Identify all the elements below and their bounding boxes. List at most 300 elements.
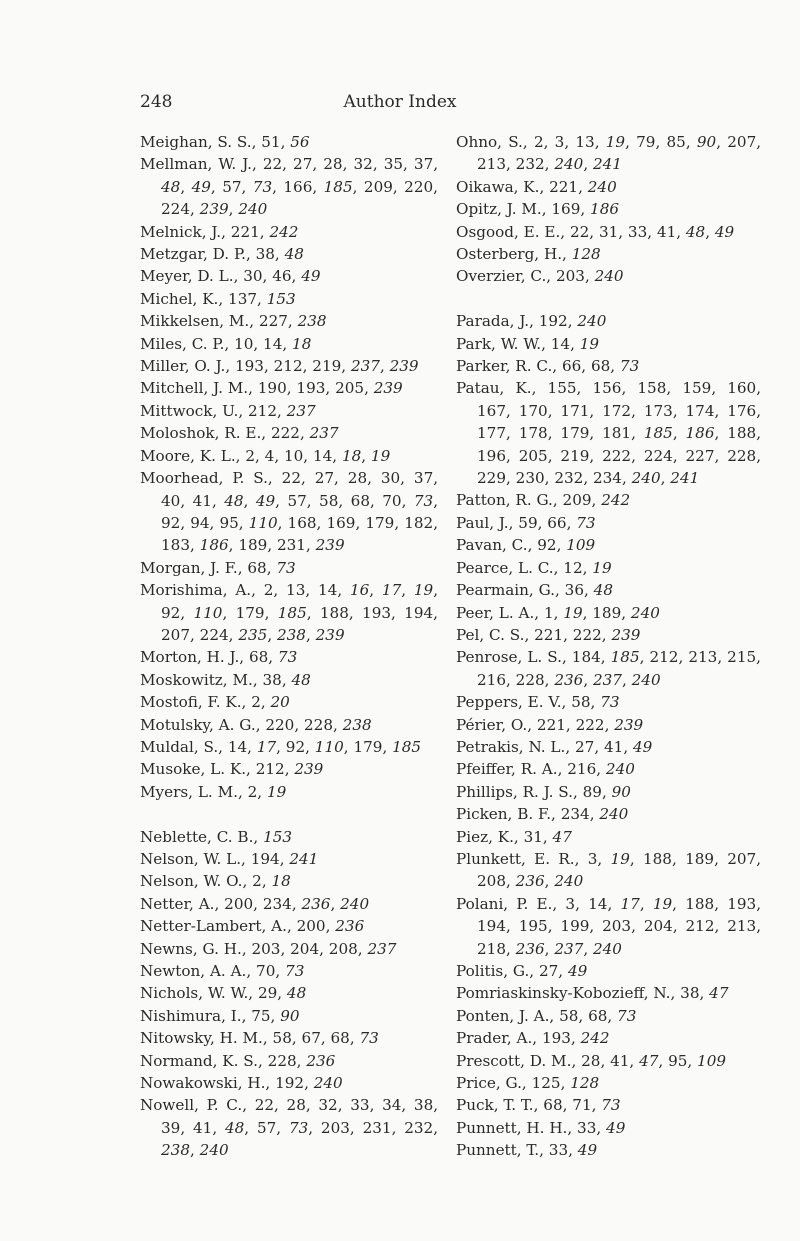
index-entry: Paul, J., 59, 66, 73 [456,513,596,532]
entry-page-ref: 41 [656,222,677,241]
entry-page-ref: 174 [685,401,715,420]
entry-page-ref: 170 [518,401,548,420]
index-entry: Pearmain, G., 36, 48 [456,581,613,600]
entry-page-ref: 188 [642,849,672,868]
index-entry: Park, W. W., 14, 19 [456,334,600,353]
entry-page-ref: 2 [533,133,544,151]
entry-page-ref: 153 [263,827,293,846]
index-entry: Phillips, R. J. S., 89, 90 [456,782,631,801]
index-entry: Nelson, W. O., 2, 18 [140,872,291,891]
entry-page-ref: 68 [248,648,269,667]
entry-page-ref: 48 [685,222,706,241]
index-entry: Opitz, J. M., 169, 186 [456,200,620,219]
entry-page-ref: 234 [592,469,622,488]
entry-page-ref: 19 [652,894,673,913]
entry-author-name: Pel, C. S. [456,625,525,644]
entry-author-name: Pearmain, G. [456,581,556,600]
entry-author-name: Puck, T. T. [456,1096,534,1115]
entry-page-ref: 237 [286,401,316,420]
entry-author-name: Muldal, S. [140,737,219,756]
entry-page-ref: 207 [161,625,190,644]
entry-page-ref: 216 [477,670,506,689]
entry-page-ref: 242 [580,1029,610,1048]
index-entry: Puck, T. T., 68, 71, 73 [456,1096,621,1115]
entry-author-name: Mitchell, J. M. [140,379,249,398]
entry-author-name: Nichols, W. W. [140,984,249,1003]
entry-page-ref: 216 [567,760,597,779]
index-entry: Nitowsky, H. M., 58, 67, 68, 73 [140,1029,379,1048]
entry-page-ref: 33 [350,1096,370,1115]
entry-page-ref: 240 [631,670,661,689]
entry-page-ref: 48 [224,491,244,510]
entry-page-ref: 27 [575,737,595,756]
entry-page-ref: 94 [190,513,210,532]
entry-page-ref: 22 [281,469,301,488]
entry-page-ref: 237 [592,670,622,689]
entry-author-name: Michel, K. [140,289,219,308]
entry-author-name: Netter-Lambert, A. [140,917,287,936]
entry-page-ref: 213 [727,917,757,936]
index-entry: Prescott, D. M., 28, 41, 47, 95, 109 [456,1051,727,1070]
entry-page-ref: 57 [287,491,307,510]
entry-author-name: Nowell, P. C. [140,1096,243,1115]
index-entry: Moorhead, P. S., 22, 27, 28, 30, 37, 40, 41, 48, 49, 57, 58, 68, 70, 73, 92, 94, 95, 110, 168, 169, 179, 182, 183, 186, 189, 231, 239 [140,469,439,555]
entry-author-name: Park, W. W. [456,334,542,353]
index-entry: Netter, A., 200, 234, 236, 240 [140,894,370,913]
entry-page-ref: 242 [269,222,299,241]
entry-page-ref: 239 [611,625,641,644]
entry-author-name: Oikawa, K. [456,177,540,196]
entry-author-name: Parada, J. [456,312,530,331]
entry-page-ref: 73 [359,1029,379,1048]
index-entry: Osgood, E. E., 22, 31, 33, 41, 48, 49 [456,222,735,241]
index-entry: Morton, H. J., 68, 73 [140,648,298,667]
entry-page-ref: 203 [555,267,585,286]
entry-page-ref: 227 [258,312,288,331]
entry-page-ref: 240 [592,939,622,958]
entry-author-name: Punnett, T. [456,1141,540,1160]
entry-page-ref: 183 [161,536,190,555]
index-entry: Newton, A. A., 70, 73 [140,962,305,981]
entry-author-name: Overzier, C. [456,267,547,286]
index-entry: Moskowitz, M., 38, 48 [140,670,311,689]
index-entry: Metzgar, D. P., 38, 48 [140,245,304,264]
entry-author-name: Moloshok, R. E. [140,424,262,443]
entry-page-ref: 49 [567,962,588,981]
entry-author-name: Nitowsky, H. M. [140,1029,263,1048]
entry-page-ref: 181 [602,424,632,443]
entry-page-ref: 12 [563,558,583,577]
entry-page-ref: 40 [161,491,181,510]
entry-page-ref: 240 [594,267,624,286]
entry-page-ref: 212 [685,917,715,936]
entry-page-ref: 38 [413,1096,434,1115]
entry-page-ref: 200 [224,894,254,913]
entry-page-ref: 31 [598,222,619,241]
index-entry: Pel, C. S., 221, 222, 239 [456,625,641,644]
entry-page-ref: 240 [605,760,635,779]
entry-page-ref: 3 [565,894,576,913]
entry-page-ref: 184 [571,648,601,667]
index-entry: Piez, K., 31, 47 [456,827,572,846]
entry-page-ref: 169 [551,200,581,219]
entry-page-ref: 18 [292,334,312,353]
entry-page-ref: 66 [561,357,582,376]
entry-page-ref: 239 [315,536,345,555]
entry-page-ref: 49 [632,737,653,756]
entry-page-ref: 27 [314,469,335,488]
index-entry: Parker, R. C., 66, 68, 73 [456,357,640,376]
entry-page-ref: 173 [643,401,673,420]
entry-page-ref: 193 [727,894,757,913]
entry-page-ref: 125 [531,1074,561,1093]
entry-page-ref: 73 [619,357,640,376]
entry-author-name: Meighan, S. S. [140,133,252,151]
entry-page-ref: 194 [250,849,280,868]
entry-page-ref: 17 [381,581,402,600]
entry-page-ref: 230 [515,469,545,488]
entry-page-ref: 193 [234,357,264,376]
entry-page-ref: 95 [668,1051,688,1070]
entry-page-ref: 22 [254,1096,275,1115]
entry-page-ref: 207 [727,849,757,868]
entry-page-ref: 27 [293,155,313,174]
index-entry: Pomriaskinsky-Kobozieff, N., 38, 47 [456,984,729,1003]
entry-page-ref: 193 [541,1029,571,1048]
entry-page-ref: 236 [335,917,365,936]
entry-page-ref: 194 [404,603,434,622]
entry-author-name: Neblette, C. B. [140,827,254,846]
entry-page-ref: 92 [537,536,557,555]
entry-page-ref: 19 [592,558,612,577]
entry-page-ref: 41 [603,737,624,756]
entry-page-ref: 2 [247,782,258,801]
entry-page-ref: 48 [284,245,304,264]
entry-page-ref: 176 [727,401,757,420]
entry-page-ref: 14 [318,581,338,600]
entry-author-name: Normand, K. S. [140,1051,258,1070]
entry-page-ref: 240 [554,155,584,174]
entry-author-name: Musoke, L. K. [140,760,247,779]
entry-page-ref: 17 [256,737,277,756]
index-entry: Mitchell, J. M., 190, 193, 205, 239 [140,379,403,398]
entry-page-ref: 3 [554,133,565,151]
entry-page-ref: 18 [271,872,291,891]
index-entry: Polani, P. E., 3, 14, 17, 19, 188, 193, 194, 195, 199, 203, 204, 212, 213, 218, 236, 237, 240 [456,894,762,958]
entry-page-ref: 41 [192,491,212,510]
entry-page-ref: 209 [363,177,393,196]
index-entry: Nelson, W. L., 194, 241 [140,849,319,868]
entry-page-ref: 185 [323,177,353,196]
entry-page-ref: 109 [697,1051,727,1070]
entry-page-ref: 34 [382,1096,402,1115]
index-entry: Overzier, C., 203, 240 [456,267,624,286]
entry-page-ref: 92 [161,513,181,532]
entry-page-ref: 224 [161,200,190,219]
entry-page-ref: 204 [290,939,320,958]
entry-page-ref: 200 [296,917,326,936]
entry-page-ref: 186 [590,200,620,219]
entry-page-ref: 73 [276,558,296,577]
entry-page-ref: 240 [340,894,370,913]
entry-page-ref: 14 [312,446,333,465]
index-entry: Prader, A., 193, 242 [456,1029,610,1048]
index-entry: Nichols, W. W., 29, 48 [140,984,307,1003]
entry-author-name: Melnick, J. [140,222,222,241]
entry-page-ref: 58 [272,1029,292,1048]
index-entry: Melnick, J., 221, 242 [140,222,299,241]
index-entry: Nowakowski, H., 192, 240 [140,1074,343,1093]
entry-page-ref: 232 [554,469,584,488]
entry-page-ref: 56 [290,133,310,151]
entry-page-ref: 79 [636,133,656,151]
entry-page-ref: 30 [380,469,401,488]
entry-page-ref: 47 [709,984,729,1003]
entry-page-ref: 240 [238,200,268,219]
entry-page-ref: 59 [518,513,538,532]
entry-page-ref: 73 [617,1006,637,1025]
entry-author-name: Patton, R. G. [456,491,553,510]
entry-page-ref: 195 [518,917,548,936]
entry-page-ref: 18 [341,446,362,465]
entry-page-ref: 240 [554,872,584,891]
entry-author-name: Newns, G. H. [140,939,242,958]
entry-page-ref: 222 [575,715,605,734]
entry-page-ref: 185 [392,737,422,756]
entry-page-ref: 213 [688,648,718,667]
entry-page-ref: 212 [248,401,278,420]
entry-page-ref: 19 [413,581,434,600]
entry-page-ref: 156 [592,379,622,398]
entry-page-ref: 171 [560,401,590,420]
entry-page-ref: 219 [560,446,590,465]
entry-page-ref: 110 [314,737,344,756]
entry-page-ref: 236 [301,894,331,913]
entry-page-ref: 179 [560,424,590,443]
entry-page-ref: 95 [219,513,239,532]
entry-page-ref: 68 [590,357,611,376]
entry-author-name: Mellman, W. J. [140,155,252,174]
entry-page-ref: 218 [477,939,506,958]
index-entry: Petrakis, N. L., 27, 41, 49 [456,737,653,756]
entry-author-name: Penrose, L. S. [456,648,562,667]
entry-page-ref: 237 [367,939,397,958]
index-entry: Myers, L. M., 2, 19 [140,782,287,801]
entry-page-ref: 10 [234,334,254,353]
entry-page-ref: 28 [581,1051,601,1070]
entry-page-ref: 166 [283,177,313,196]
entry-author-name: Morton, H. J. [140,648,240,667]
entry-page-ref: 49 [301,267,321,286]
index-entry: Mellman, W. J., 22, 27, 28, 32, 35, 37, 48, 49, 57, 73, 166, 185, 209, 220, 224, 239, 240 [140,155,439,219]
entry-author-name: Nelson, W. L. [140,849,242,868]
entry-page-ref: 239 [199,200,229,219]
entry-page-ref: 110 [248,513,278,532]
entry-page-ref: 28 [347,469,368,488]
running-title: Author Index [343,92,457,112]
entry-author-name: Peer, L. A. [456,603,535,622]
entry-page-ref: 57 [222,177,242,196]
entry-page-ref: 196 [477,446,506,465]
entry-page-ref: 32 [353,155,373,174]
entry-page-ref: 205 [335,379,365,398]
entry-page-ref: 227 [685,446,715,465]
entry-page-ref: 189 [238,536,268,555]
entry-author-name: Polani, P. E. [456,894,553,913]
entry-page-ref: 236 [515,872,545,891]
entry-author-name: Nowakowski, H. [140,1074,266,1093]
index-entry: Mostofi, F. K., 2, 20 [140,693,290,712]
entry-page-ref: 90 [611,782,631,801]
entry-page-ref: 186 [199,536,229,555]
entry-author-name: Politis, G. [456,962,530,981]
entry-page-ref: 158 [637,379,667,398]
entry-author-name: Netter, A. [140,894,215,913]
entry-page-ref: 179 [235,603,265,622]
entry-page-ref: 37 [413,469,434,488]
entry-page-ref: 36 [564,581,584,600]
index-entry: Parada, J., 192, 240 [456,312,607,331]
entry-page-ref: 48 [286,984,307,1003]
entry-page-ref: 49 [714,222,735,241]
entry-page-ref: 73 [601,1096,621,1115]
entry-page-ref: 14 [263,334,283,353]
entry-page-ref: 240 [577,312,607,331]
index-entry: Peppers, E. V., 58, 73 [456,693,620,712]
entry-page-ref: 239 [373,379,403,398]
index-entry: Peer, L. A., 1, 19, 189, 240 [456,603,660,622]
index-entry: Morishima, A., 2, 13, 14, 16, 17, 19, 92, 110, 179, 185, 188, 193, 194, 207, 224, 235, 238, 239 [140,581,439,644]
entry-page-ref: 109 [566,536,596,555]
entry-page-ref: 228 [515,670,545,689]
entry-page-ref: 20 [270,693,290,712]
entry-page-ref: 70 [256,962,276,981]
entry-page-ref: 239 [389,357,419,376]
entry-page-ref: 221 [536,715,566,734]
entry-page-ref: 178 [518,424,548,443]
entry-page-ref: 224 [643,446,673,465]
entry-page-ref: 205 [518,446,548,465]
index-entry: Ponten, J. A., 58, 68, 73 [456,1006,637,1025]
entry-page-ref: 33 [548,1141,569,1160]
index-entry: Patau, K., 155, 156, 158, 159, 160, 167, 170, 171, 172, 173, 174, 176, 177, 178, 179, 181, 185, 186, 188, 196, 205, 219, 222, 224, 227, 228, 229, 230, 232, 234, 240, 241 [456,379,762,488]
entry-page-ref: 193 [296,379,326,398]
entry-page-ref: 38 [262,670,282,689]
entry-page-ref: 28 [323,155,343,174]
entry-author-name: Osterberg, H. [456,245,563,264]
index-entry: Pearce, L. C., 12, 19 [456,558,612,577]
entry-author-name: Meyer, D. L. [140,267,234,286]
entry-page-ref: 66 [547,513,567,532]
index-entry: Normand, K. S., 228, 236 [140,1051,336,1070]
entry-page-ref: 238 [342,715,372,734]
index-entry: Motulsky, A. G., 220, 228, 238 [140,715,372,734]
entry-page-ref: 10 [283,446,304,465]
entry-page-ref: 48 [593,581,613,600]
entry-page-ref: 41 [610,1051,630,1070]
entry-page-ref: 215 [727,648,757,667]
entry-page-ref: 28 [286,1096,306,1115]
entry-page-ref: 239 [614,715,644,734]
entry-page-ref: 22 [262,155,283,174]
entry-author-name: Piez, K. [456,827,514,846]
entry-page-ref: 232 [404,1118,434,1137]
page-header [0,92,800,116]
entry-page-ref: 208 [328,939,358,958]
index-entry: Meyer, D. L., 30, 46, 49 [140,267,321,286]
entry-page-ref: 232 [515,155,545,174]
entry-page-ref: 13 [286,581,306,600]
index-column-left [140,131,438,1162]
entry-page-ref: 75 [251,1006,271,1025]
entry-page-ref: 220 [404,177,434,196]
entry-page-ref: 58 [319,491,339,510]
entry-page-ref: 185 [643,424,673,443]
entry-author-name: Paul, J. [456,513,509,532]
entry-page-ref: 193 [362,603,392,622]
entry-page-ref: 19 [563,603,583,622]
entry-page-ref: 19 [266,782,287,801]
entry-page-ref: 73 [288,1118,309,1137]
index-entry: Périer, O., 221, 222, 239 [456,715,644,734]
entry-author-name: Miller, O. J. [140,357,226,376]
index-entry: Mikkelsen, M., 227, 238 [140,312,327,331]
entry-page-ref: 229 [477,469,506,488]
entry-page-ref: 189 [592,603,622,622]
entry-page-ref: 188 [685,894,715,913]
entry-page-ref: 14 [227,737,248,756]
entry-page-ref: 207 [727,133,757,151]
index-entry: Moloshok, R. E., 222, 237 [140,424,339,443]
entry-author-name: Price, G. [456,1074,522,1093]
entry-page-ref: 190 [257,379,287,398]
entry-page-ref: 203 [251,939,281,958]
index-entry: Oikawa, K., 221, 240 [456,177,617,196]
entry-page-ref: 73 [576,513,596,532]
entry-page-ref: 236 [306,1051,336,1070]
entry-page-ref: 186 [685,424,715,443]
entry-page-ref: 49 [255,491,276,510]
entry-page-ref: 22 [569,222,590,241]
entry-page-ref: 231 [276,536,306,555]
entry-page-ref: 212 [273,357,303,376]
entry-page-ref: 188 [319,603,349,622]
entry-page-ref: 203 [602,917,632,936]
entry-page-ref: 71 [572,1096,592,1115]
index-entry: Mittwock, U., 212, 237 [140,401,316,420]
entry-page-ref: 220 [265,715,295,734]
entry-author-name: Myers, L. M. [140,782,238,801]
entry-author-name: Pfeiffer, R. A. [456,760,558,779]
entry-page-ref: 237 [309,424,339,443]
entry-page-ref: 160 [727,379,757,398]
entry-page-ref: 153 [266,289,296,308]
entry-page-ref: 155 [547,379,577,398]
entry-page-ref: 168 [287,513,317,532]
entry-author-name: Patau, K. [456,379,532,398]
entry-page-ref: 19 [370,446,391,465]
entry-page-ref: 68 [543,1096,563,1115]
entry-page-ref: 19 [579,334,600,353]
entry-author-name: Petrakis, N. L. [456,737,566,756]
entry-page-ref: 47 [639,1051,659,1070]
entry-author-name: Peppers, E. V. [456,693,562,712]
index-entry: Morgan, J. F., 68, 73 [140,558,296,577]
index-entry: Moore, K. L., 2, 4, 10, 14, 18, 19 [140,446,391,465]
entry-author-name: Picken, B. F. [456,805,552,824]
entry-page-ref: 3 [587,849,598,868]
entry-page-ref: 241 [592,155,622,174]
